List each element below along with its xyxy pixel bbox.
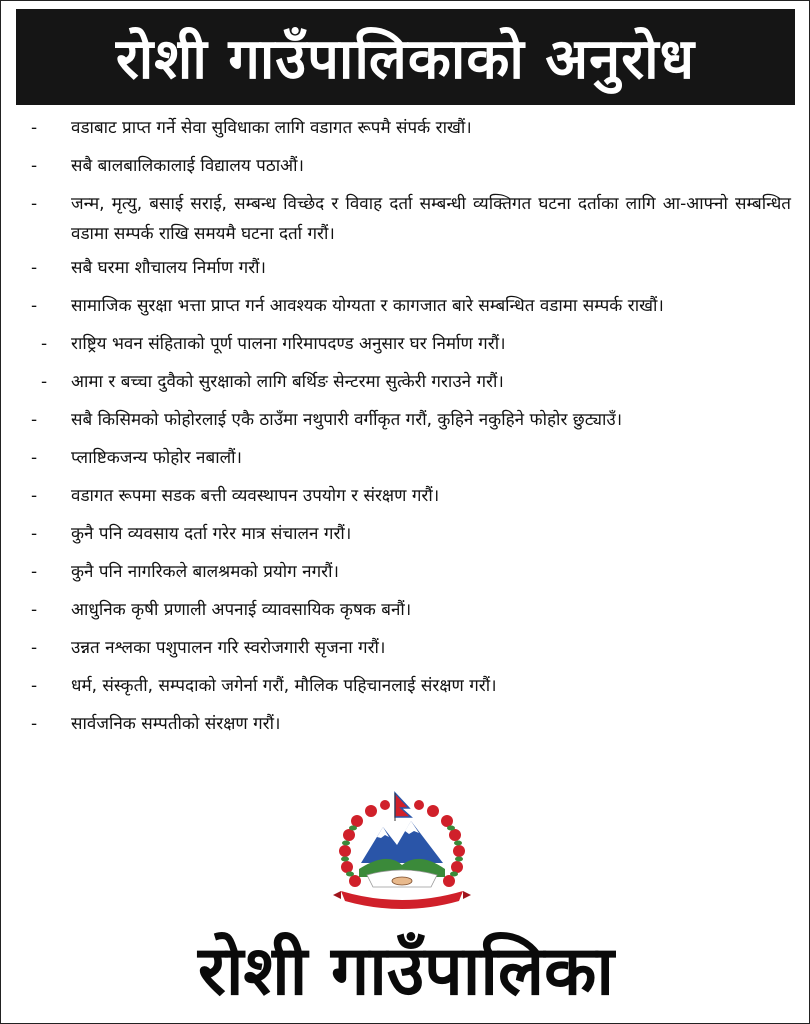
list-bullet: - — [31, 524, 38, 544]
list-item — [1, 595, 810, 629]
list-item — [1, 189, 810, 249]
list-item — [1, 405, 810, 439]
list-bullet: - — [31, 676, 38, 696]
list-bullet: - — [31, 638, 38, 658]
list-item-text: आधुनिक कृषी प्रणाली अपनाई व्यावसायिक कृषक बनौं। — [71, 600, 412, 620]
list-bullet: - — [31, 486, 38, 506]
list-item-text: कुनै पनि नागरिकले बालश्रमको प्रयोग नगरौं। — [71, 562, 339, 582]
list-bullet: - — [31, 156, 38, 176]
nepal-government-emblem-icon — [327, 791, 477, 911]
list-item-text: सबै घरमा शौचालय निर्माण गरौं। — [71, 258, 266, 278]
list-item — [1, 481, 810, 515]
list-bullet: - — [31, 258, 38, 278]
list-item-text: सार्वजनिक सम्पतीको संरक्षण गरौं। — [71, 714, 281, 734]
list-item — [1, 443, 810, 477]
list-bullet: - — [31, 296, 38, 316]
list-item-text: राष्ट्रिय भवन संहिताको पूर्ण पालना गरिमापदण्ड अनुसार घर निर्माण गरौं। — [71, 334, 506, 354]
footer-title-text: रोशी गाउँपालिका — [198, 931, 614, 1011]
list-item — [1, 253, 810, 287]
list-item-text: धर्म, संस्कृती, सम्पदाको जगेर्ना गरौं, मौलिक पहिचानलाई संरक्षण गरौं। — [71, 676, 497, 696]
list-item — [1, 633, 810, 667]
list-item-text: जन्म, मृत्यु, बसाई सराई, सम्बन्ध विच्छेद र विवाह दर्ता सम्बन्धी व्यक्तिगत घटना दर्ताका लागि आ-आफ्नो सम्बन्धित वडामा सम्पर्क राखि समयमै घटना दर्ता गरौं। — [71, 194, 791, 244]
list-item-text: वडागत रूपमा सडक बत्ती व्यवस्थापन उपयोग र संरक्षण गरौं। — [71, 486, 440, 506]
list-item — [1, 151, 810, 185]
list-item-text: आमा र बच्चा दुवैको सुरक्षाको लागि बर्थिङ सेन्टरमा सुत्केरी गराउने गरौं। — [71, 372, 504, 392]
list-bullet: - — [41, 372, 48, 392]
list-item-text: वडाबाट प्राप्त गर्ने सेवा सुविधाका लागि वडागत रूपमै संपर्क राखौं। — [71, 118, 472, 138]
page-title — [16, 9, 795, 105]
list-bullet: - — [31, 714, 38, 734]
request-list — [1, 113, 810, 747]
list-bullet: - — [31, 562, 38, 582]
list-item — [1, 367, 810, 401]
list-item — [1, 671, 810, 705]
list-item-text: कुनै पनि व्यवसाय दर्ता गरेर मात्र संचालन गरौं। — [71, 524, 352, 544]
list-bullet: - — [31, 448, 38, 468]
list-item — [1, 709, 810, 743]
list-bullet: - — [41, 334, 48, 354]
page-title-text: रोशी गाउँपालिकाको अनुरोध — [115, 27, 696, 92]
list-item-text: प्लाष्टिकजन्य फोहोर नबालौं। — [71, 448, 242, 468]
list-item — [1, 291, 810, 325]
footer-title — [1, 917, 810, 1017]
list-item-text: सबै बालबालिकालाई विद्यालय पठाऔं। — [71, 156, 304, 176]
list-item-text: सबै किसिमको फोहोरलाई एकै ठाउँमा नथुपारी वर्गीकृत गरौं, कुहिने नकुहिने फोहोर छुट्याउँ। — [71, 410, 623, 430]
list-bullet: - — [31, 194, 38, 214]
list-bullet: - — [31, 118, 38, 138]
list-item-text: उन्नत नश्लका पशुपालन गरि स्वरोजगारी सृजना गरौं। — [71, 638, 386, 658]
list-item-text: सामाजिक सुरक्षा भत्ता प्राप्त गर्न आवश्यक योग्यता र कागजात बारे सम्बन्धित वडामा सम्पर्क राखौं। — [71, 296, 664, 316]
list-item — [1, 329, 810, 363]
list-item — [1, 519, 810, 553]
list-bullet: - — [31, 410, 38, 430]
list-bullet: - — [31, 600, 38, 620]
list-item — [1, 113, 810, 147]
list-item — [1, 557, 810, 591]
